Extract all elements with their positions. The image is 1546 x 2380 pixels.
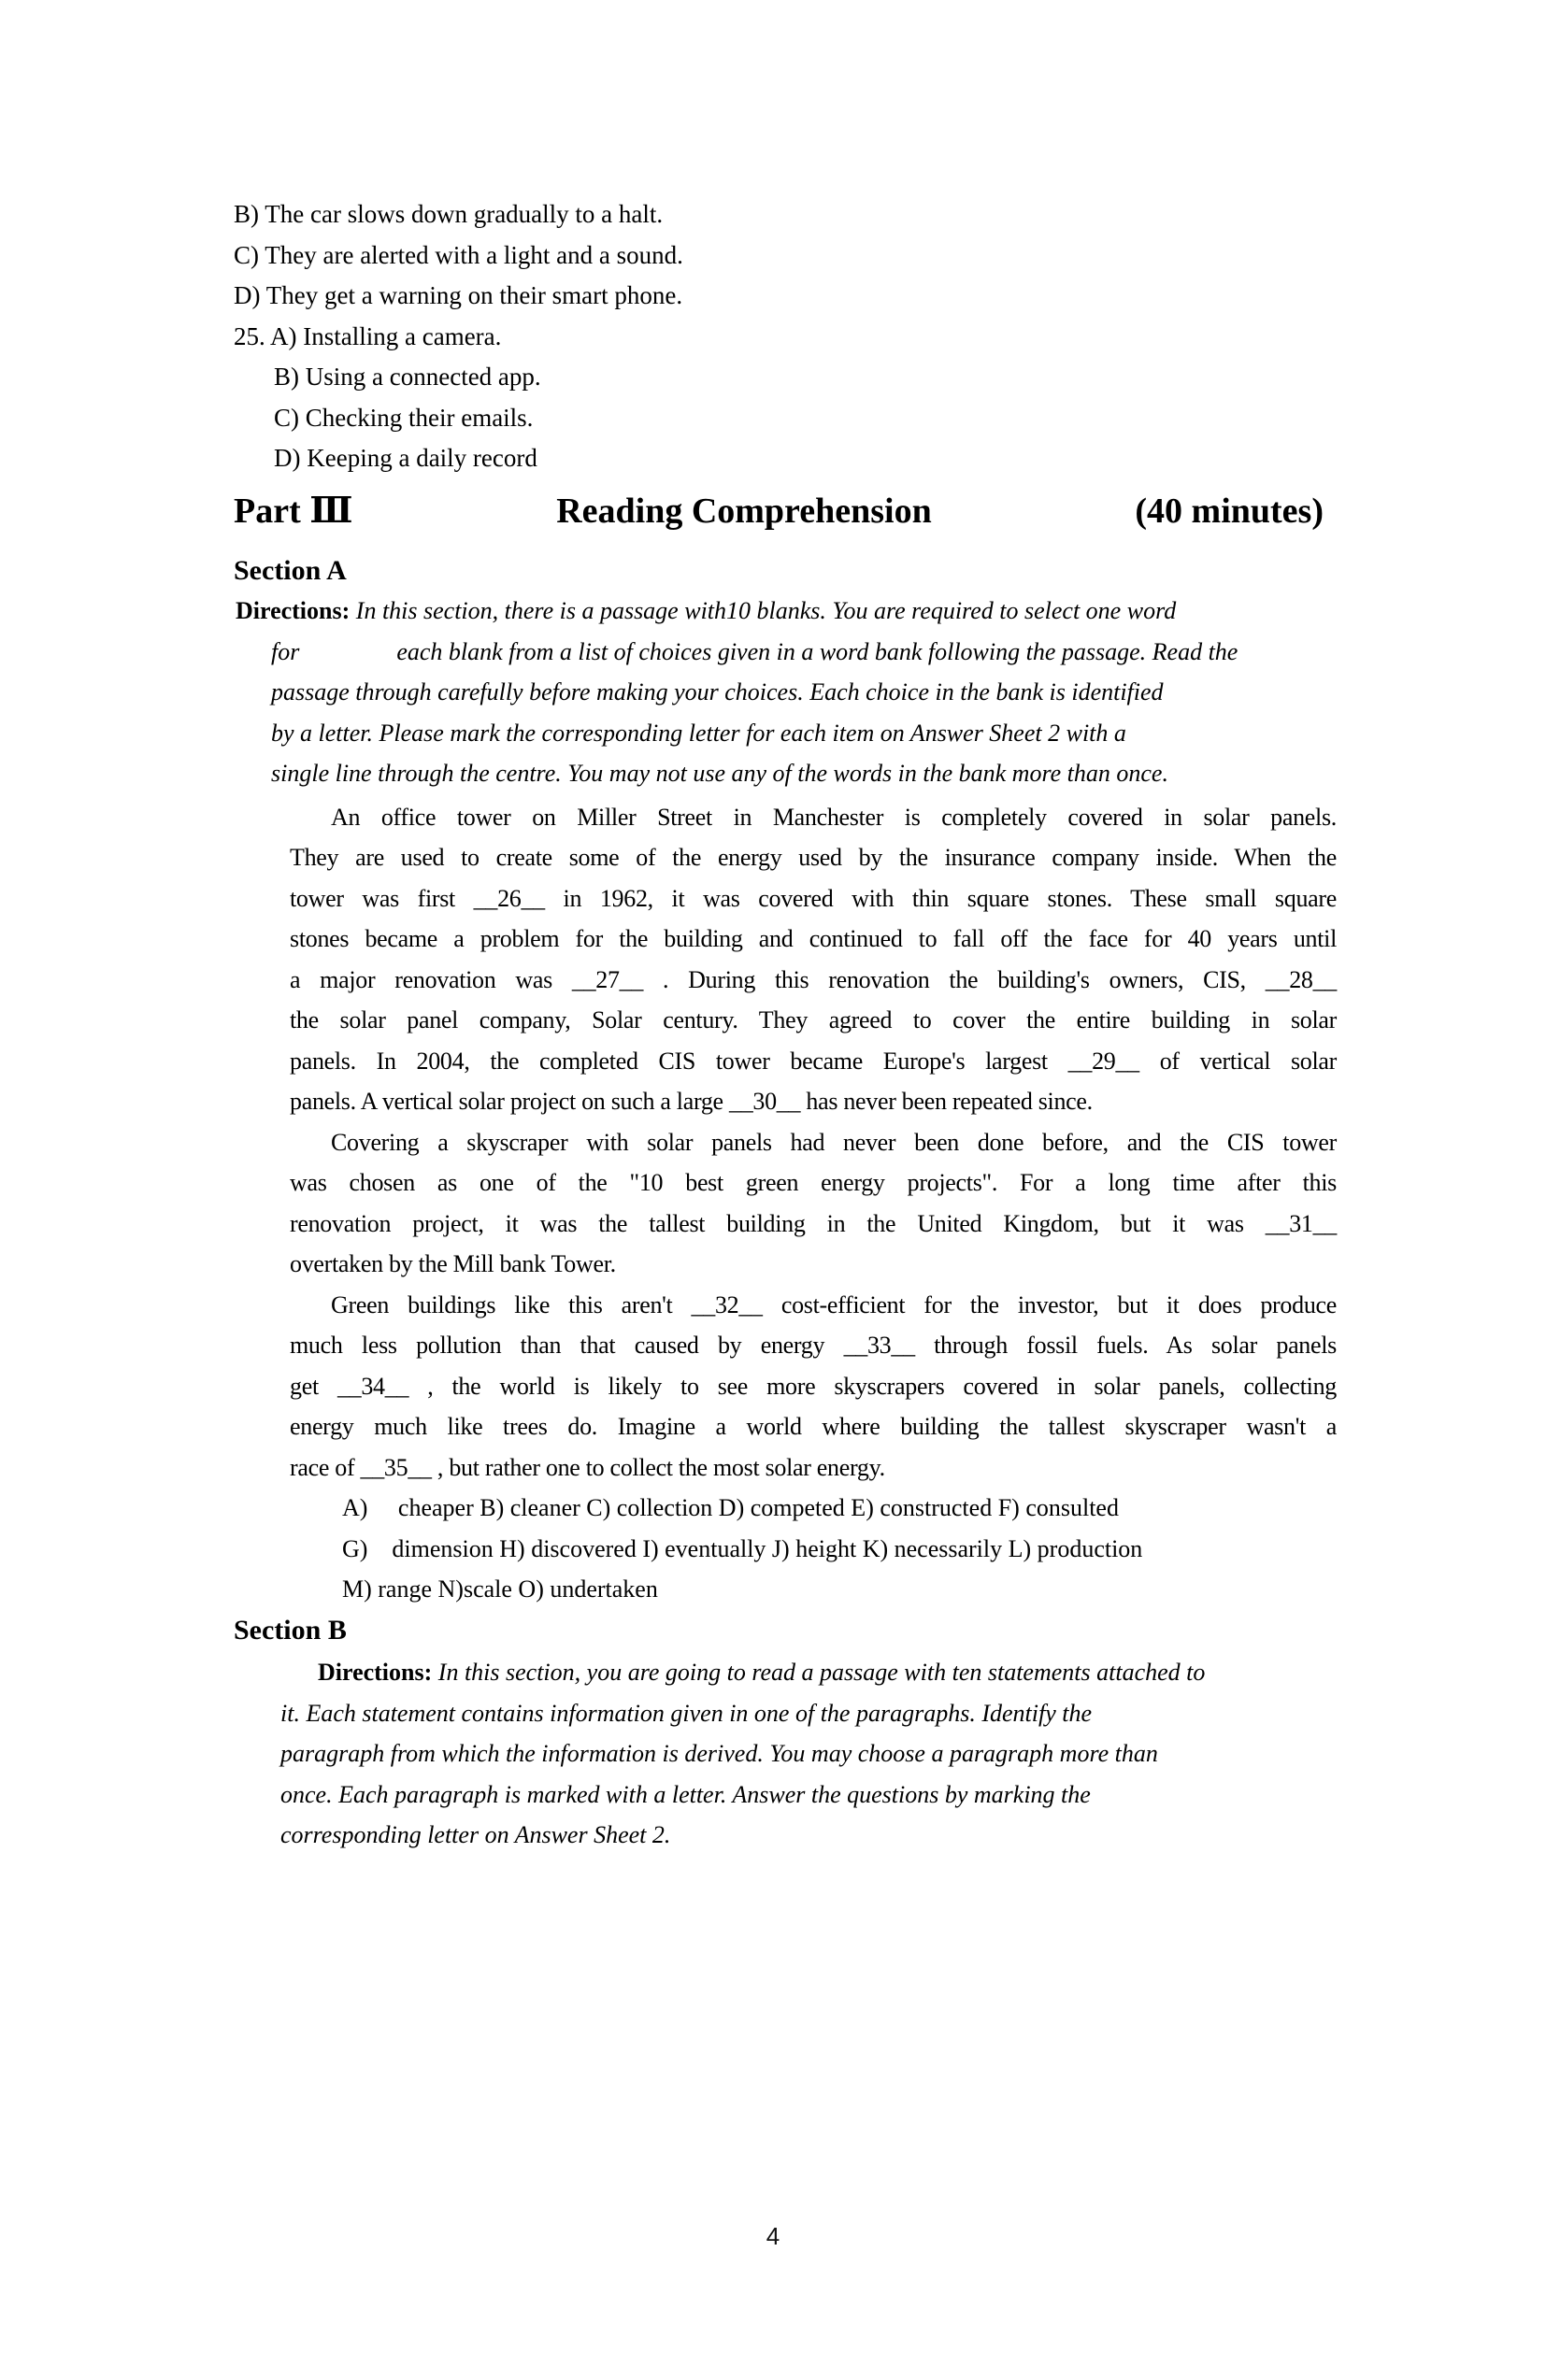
directions-line: once. Each paragraph is marked with a letter. Answer the questions by marking the: [280, 1780, 1091, 1808]
directions-text: In this section, you are going to read a passage with ten statements attached to: [432, 1659, 1206, 1686]
part-label: Part Ⅲ: [234, 491, 353, 531]
directions-line: for each blank from a list of choices given in a word bank following the passage. Read the: [271, 637, 1238, 665]
passage-paragraph: [290, 797, 1337, 1122]
word-bank: [342, 1488, 1546, 1610]
option-line: D) Keeping a daily record: [274, 444, 537, 472]
option-line: B) Using a connected app.: [274, 363, 541, 391]
passage-line: much less pollution than that caused by energy __33__ through fossil fuels. As solar panels: [290, 1332, 1337, 1359]
passage-line: renovation project, it was the tallest building in the United Kingdom, but it was __31__: [290, 1209, 1337, 1237]
passage-line: panels. In 2004, the completed CIS tower became Europe's largest __29__ of vertical solar: [290, 1047, 1337, 1075]
passage-line: was chosen as one of the "10 best green energy projects". For a long time after this: [290, 1169, 1337, 1196]
directions-line: [318, 1652, 1337, 1693]
passage-line: race of __35__ , but rather one to collect the most solar energy.: [290, 1453, 885, 1481]
passage-line: Green buildings like this aren't __32__ cost-efficient for the investor, but it does produce: [331, 1290, 1337, 1318]
directions-line: it. Each statement contains information given in one of the paragraphs. Identify the: [280, 1699, 1092, 1727]
option-line: B) The car slows down gradually to a halt.: [234, 200, 664, 228]
directions-label: Directions:: [318, 1659, 433, 1686]
passage-paragraph: [290, 1122, 1337, 1285]
passage-line: overtaken by the Mill bank Tower.: [290, 1250, 616, 1277]
directions-line: [236, 591, 1338, 632]
directions-line: passage through carefully before making your choices. Each choice in the bank is identified: [271, 678, 1164, 705]
page-number: 4: [766, 2222, 780, 2250]
passage-line: Covering a skyscraper with solar panels had never been done before, and the CIS tower: [331, 1128, 1337, 1156]
option-line: C) Checking their emails.: [274, 403, 534, 432]
directions-line: paragraph from which the information is derived. You may choose a paragraph more than: [280, 1740, 1158, 1767]
directions-label: Directions:: [236, 597, 351, 624]
part-title: Reading Comprehension: [556, 491, 932, 531]
word-bank-line: A) cheaper B) cleaner C) collection D) competed E) constructed F) consulted: [342, 1494, 1119, 1521]
section-a-heading: Section A: [234, 554, 347, 586]
directions-line: by a letter. Please mark the corresponding letter for each item on Answer Sheet 2 with a: [271, 719, 1126, 747]
cloze-passage: [290, 797, 1337, 1489]
part-3-heading: [234, 485, 1324, 537]
passage-line: stones became a problem for the building and continued to fall off the face for 40 years until: [290, 925, 1337, 952]
passage-line: the solar panel company, Solar century. They agreed to cover the entire building in solar: [290, 1006, 1337, 1033]
passage-line: They are used to create some of the energy used by the insurance company inside. When the: [290, 844, 1337, 871]
passage-line: tower was first __26__ in 1962, it was covered with thin square stones. These small square: [290, 884, 1337, 912]
option-line: C) They are alerted with a light and a sound.: [234, 240, 683, 269]
directions-line: single line through the centre. You may not use any of the words in the bank more than once.: [271, 760, 1168, 787]
passage-line: energy much like trees do. Imagine a world where building the tallest skyscraper wasn't a: [290, 1413, 1337, 1440]
passage-line: get __34__ , the world is likely to see more skyscrapers covered in solar panels, collecting: [290, 1372, 1337, 1400]
section-b-directions: [280, 1652, 1337, 1856]
section-a-directions: [236, 591, 1338, 794]
word-bank-line: G) dimension H) discovered I) eventually J) height K) necessarily L) production: [342, 1534, 1143, 1562]
part-duration: (40 minutes): [1135, 491, 1324, 531]
directions-text: In this section, there is a passage with10 blanks. You are required to select one word: [350, 597, 1177, 624]
directions-line: corresponding letter on Answer Sheet 2.: [280, 1821, 671, 1848]
word-bank-line: M) range N)scale O) undertaken: [342, 1575, 658, 1603]
question-25-line: 25. A) Installing a camera.: [234, 321, 502, 350]
passage-line: a major renovation was __27__ . During this renovation the building's owners, CIS, __28__: [290, 965, 1337, 993]
section-b-heading: Section B: [234, 1614, 347, 1646]
passage-line: panels. A vertical solar project on such a large __30__ has never been repeated since.: [290, 1088, 1093, 1115]
listening-options-block: [234, 194, 1546, 479]
passage-paragraph: [290, 1285, 1337, 1489]
passage-line: An office tower on Miller Street in Manchester is completely covered in solar panels.: [331, 803, 1337, 831]
option-line: D) They get a warning on their smart phone.: [234, 281, 683, 309]
